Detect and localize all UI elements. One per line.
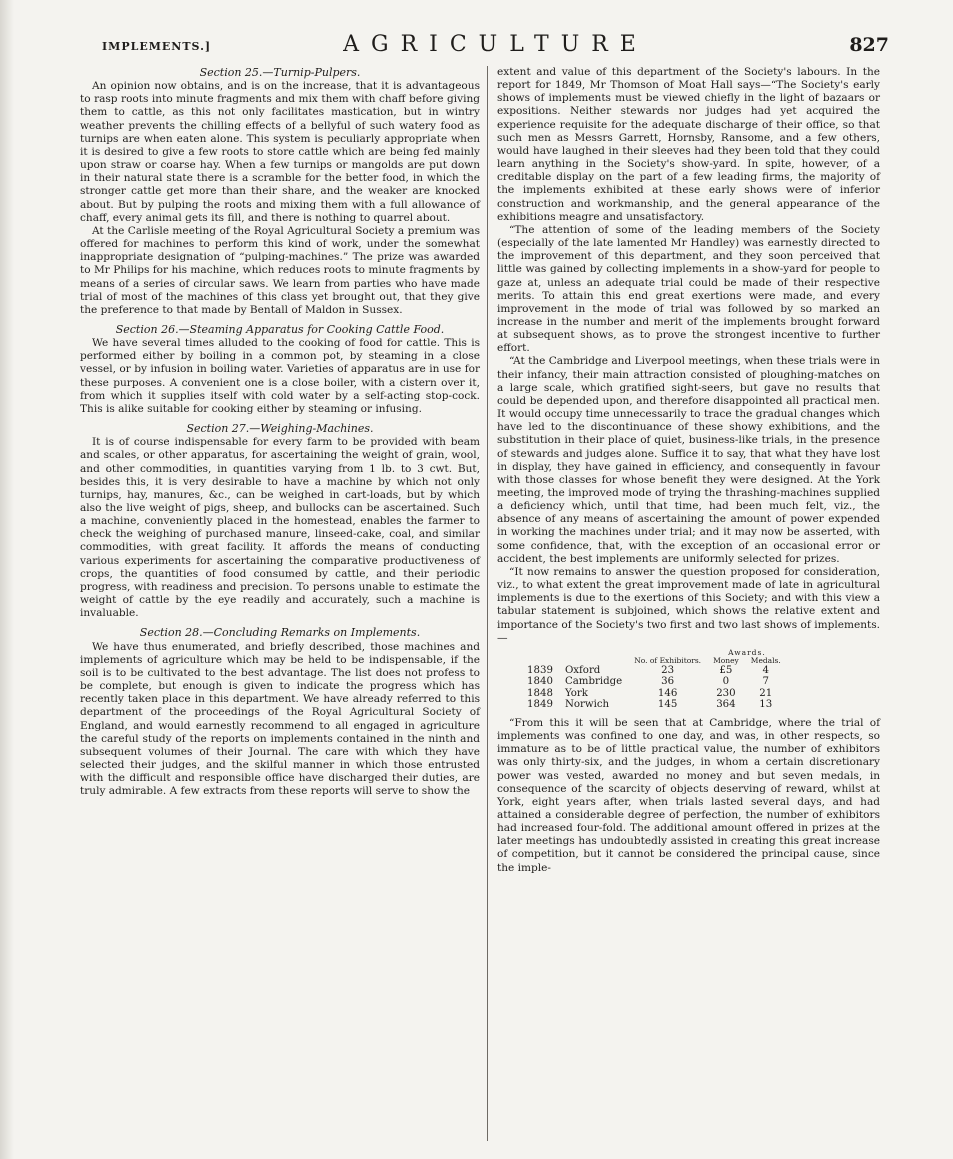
- cell-place: Norwich: [564, 699, 610, 711]
- header-money: Money: [713, 655, 739, 665]
- section-27-paragraph-1: It is of course indispensable for every farm to be provided with beam and scales, or other apparatus, for ascertaining the weight of grain, wool, and other commodities, in quantities varying from 1 lb. to 3 cwt. But, besides this, it is very desirable to have a machine by which not only turnips, hay, manures, &c., can be weighed in cart-loads, but by which also the live weight of pigs, sheep, and bullocks can be ascertained. Such a machine, conveniently placed in the homestead, enables the farmer to check the weighing of purchased manure, linseed-cake, coal, and similar commodities, with great facility. It affords the means of conducting various experiments for ascertaining the comparative productiveness of crops, the quantities of food consumed by cattle, and their periodic progress, with readiness and precision. To persons unable to estimate the weight of cattle by the eye readily and accurately, such a machine is invaluable.: [80, 436, 480, 620]
- section-28-paragraph-1: We have thus enumerated, and briefly described, those machines and implements of agriculture which may be held to be indispensable, if the soil is to be cultivated to the best advantage. The list does not profess to be complete, but enough is given to indicate the progress which has recently taken place in this department. We have already referred to this department of the proceedings of the Royal Agricultural Society of England, and would earnestly recommend to all engaged in agriculture the careful study of the reports on implements contained in the ninth and subsequent volumes of their Journal. The care with which they have selected their judges, and the skilful manner in which those entrusted with the difficult and responsible office have discharged their duties, are truly admirable. A few extracts from these reports will serve to show the: [80, 640, 480, 798]
- cell-year: 1849: [527, 699, 553, 711]
- running-head-title: AGRICULTURE: [343, 32, 648, 57]
- continued-paragraph: extent and value of this department of the Society's labours. In the report for 1849, Mr Thomson of Moat Hall says—“The Society's early shows of implements must be viewed chiefly in the light of bazaars or expositions. Neither stewards nor judges had yet acquired the experience requisite for the adequate discharge of their office, so that such men as Messrs Garrett, Hornsby, Ransome, and a few others, would have laughed in their sleeves had they been told that they could learn anything in the Society's show-yard. In spite, however, of a creditable display on the part of a few leading firms, the majority of the implements exhibited at these early shows were of inferior construction and workmanship, and the general appearance of the exhibitions meagre and unsatisfactory.: [497, 66, 880, 223]
- section-27-heading: Section 27.—Weighing-Machines.: [186, 422, 374, 436]
- cell-medals: 21: [759, 687, 773, 699]
- awards-table-wrapper: [521, 649, 880, 711]
- cell-exhibitors: 145: [657, 699, 678, 711]
- section-25-paragraph-2: At the Carlisle meeting of the Royal Agricultural Society a premium was offered for machines to perform this kind of work, under the somewhat inappropriate designation of “pulping-machines.” The prize was awarded to Mr Philips for his machine, which reduces roots to minute fragments by means of a series of circular saws. We learn from parties who have made trial of most of the machines of this class yet brought out, that they give the preference to that made by Bentall of Maldon in Sussex.: [80, 224, 480, 316]
- cell-money: 230: [716, 687, 736, 699]
- page-number: 827: [849, 34, 889, 56]
- paragraph-question: “It now remains to answer the question proposed for consideration, viz., to what extent the great improvement made of late in agricultural implements is due to the exertions of this Society; and with this view a tabular statement is subjoined, which shows the relative extent and importance of the Society's two first and two last shows of implements.—: [497, 565, 880, 644]
- right-column: [497, 66, 880, 875]
- table-row: [521, 699, 787, 711]
- cell-place: York: [564, 687, 588, 699]
- header-exhibitors: No. of Exhibitors.: [634, 655, 702, 665]
- cell-exhibitors: 36: [661, 676, 675, 688]
- section-25-heading: Section 25.—Turnip-Pulpers.: [199, 66, 361, 79]
- paragraph-from-this: “From this it will be seen that at Cambridge, where the trial of implements was confined to one day, and was, in other respects, so immature as to be of little practical value, the number of exhibitors was only thirty-six, and the judges, in whom a certain discretionary power was vested, awarded no money and but seven medals, in consequence of the scarcity of objects deserving of reward, whilst at York, eight years after, when trials lasted several days, and had attained a considerable degree of perfection, the number of exhibitors had increased four-fold. The additional amount offered in prizes at the later meetings has undoubtedly assisted in creating this great increase of competition, but it cannot be considered the principal cause, since the imple-: [497, 716, 880, 874]
- header-medals: Medals.: [750, 655, 781, 665]
- running-head-section: IMPLEMENTS.]: [102, 40, 212, 53]
- table-row: [521, 665, 787, 677]
- table-row: [521, 676, 787, 688]
- page-header: [102, 32, 889, 62]
- paragraph-attention: “The attention of some of the leading members of the Society (especially of the late lamented Mr Handley) was earnestly directed to the improvement of this department, and they soon perceived that little was gained by collecting implements in a show-yard for people to gaze at, unless an adequate trial could be made of their respective merits. To attain this end great exertions were made, and every improvement in the mode of trial was followed by so marked an increase in the number and merit of the implements brought forward at subsequent shows, as to prove the strongest incentive to further effort.: [497, 223, 880, 355]
- cell-money: £5: [719, 664, 733, 676]
- cell-medals: 4: [762, 664, 770, 676]
- cell-place: Cambridge: [564, 676, 623, 688]
- section-28-heading: Section 28.—Concluding Remarks on Implements.: [139, 626, 421, 640]
- cell-money: 364: [716, 699, 736, 711]
- left-column: [80, 66, 480, 798]
- cell-place: Oxford: [564, 664, 601, 676]
- header-awards: Awards.: [728, 647, 766, 657]
- cell-exhibitors: 146: [657, 687, 678, 699]
- section-26-paragraph-1: We have several times alluded to the cooking of food for cattle. This is performed either by boiling in a common pot, by steaming in a close vessel, or by infusion in boiling water. Varieties of apparatus are in use for these purposes. A convenient one is a close boiler, with a cistern over it, from which it supplies itself with cold water by a self-acting stop-cock. This is alike suitable for cooking either by steaming or infusing.: [80, 337, 480, 415]
- column-divider: [487, 66, 488, 1141]
- cell-medals: 7: [762, 676, 770, 688]
- section-26-heading: Section 26.—Steaming Apparatus for Cooking Cattle Food.: [115, 322, 445, 336]
- awards-table: [521, 649, 787, 711]
- cell-year: 1839: [527, 664, 553, 676]
- cell-medals: 13: [759, 699, 773, 711]
- section-25-paragraph-1: An opinion now obtains, and is on the increase, that it is advantageous to rasp roots into minute fragments and mix them with chaff before giving them to cattle, as this not only facilitates mastication, but in wintry weather prevents the chilling effects of a bellyful of such watery food as turnips are when eaten alone. This system is peculiarly appropriate when it is desired to give a few roots to store cattle which are being fed mainly upon straw or coarse hay. When a few turnips or mangolds are put down in their natural state there is a scramble for the better food, in which the stronger cattle get more than their share, and the weaker are knocked about. But by pulping the roots and mixing them with a full allowance of chaff, every animal gets its fill, and there is nothing to quarrel about.: [80, 80, 480, 224]
- cell-year: 1840: [527, 676, 553, 688]
- cell-exhibitors: 23: [661, 664, 675, 676]
- cell-money: 0: [722, 676, 730, 688]
- cell-year: 1848: [527, 687, 553, 699]
- paragraph-cambridge-liverpool: “At the Cambridge and Liverpool meetings, when these trials were in their infancy, their main attraction consisted of ploughing-matches on a large scale, which gratified sight-seers, but gave no results that could be depended upon, and therefore disappointed all practical men. It would occupy time unnecessarily to trace the gradual changes which have led to the discontinuance of these showy exhibitions, and the substitution in their place of quiet, business-like trials, in the presence of stewards and judges alone. Suffice it to say, that what they have lost in display, they have gained in efficiency, and consequently in favour with those classes for whose benefit they were designed. At the York meeting, the improved mode of trying the thrashing-machines supplied a deficiency which, until that time, had been much felt, viz., the absence of any means of ascertaining the amount of power expended in working the machines under trial; and it may now be asserted, with some confidence, that, with the exception of an occasional error or accident, the best implements are uniformly selected for prizes.: [497, 355, 880, 565]
- table-row: [521, 688, 787, 700]
